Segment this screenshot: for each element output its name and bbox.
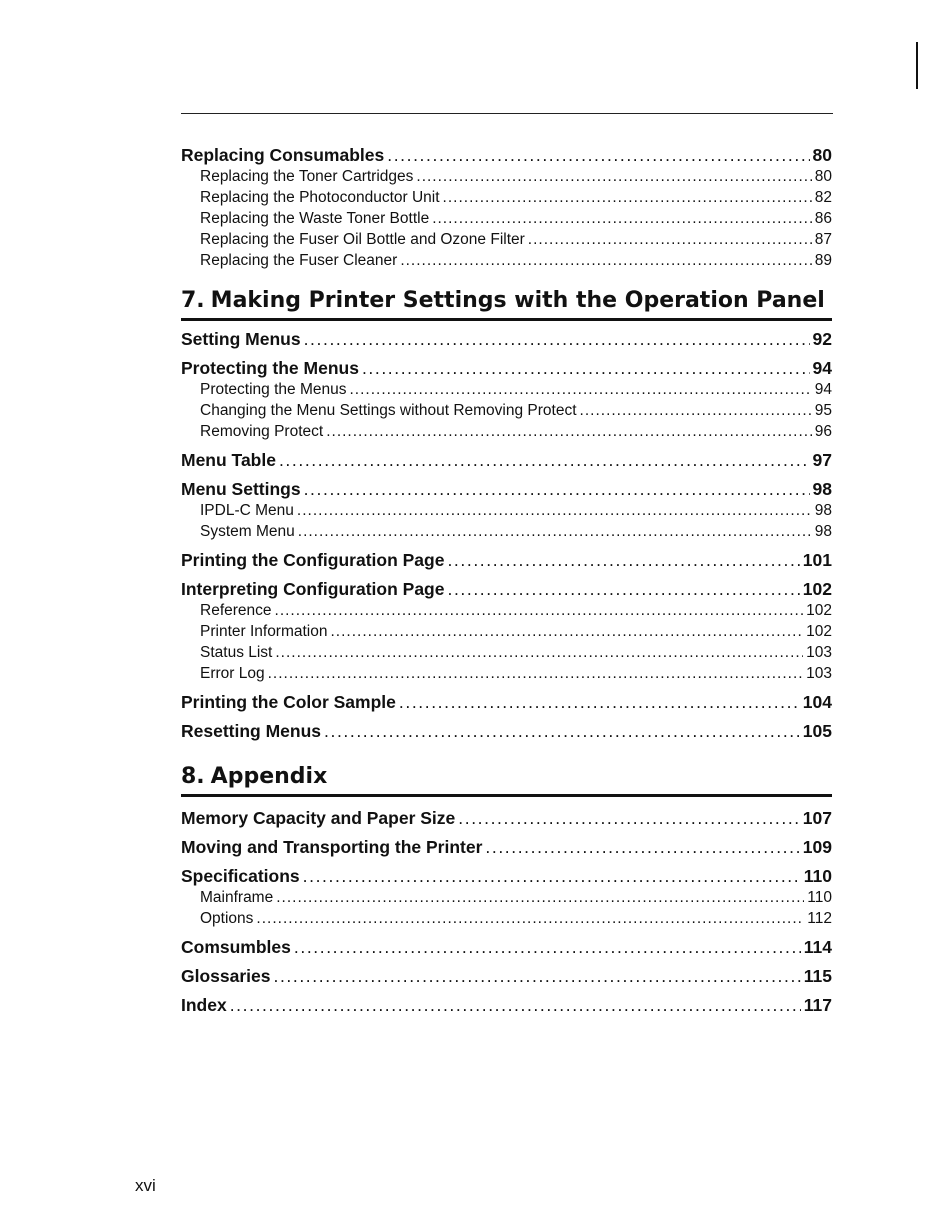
leader-dots [268, 663, 804, 684]
toc-subentry[interactable] [181, 908, 832, 929]
toc-entry[interactable] [181, 450, 832, 471]
toc-subentry[interactable] [181, 521, 832, 542]
toc-subentry[interactable] [181, 621, 832, 642]
toc-entry[interactable] [181, 145, 832, 166]
page-folio: xvi [135, 1176, 156, 1195]
leader-dots [416, 166, 811, 187]
toc-subentry[interactable] [181, 400, 832, 421]
toc-entry-page: 102 [806, 623, 832, 640]
toc-entry[interactable] [181, 937, 832, 958]
toc-entry[interactable] [181, 866, 832, 887]
toc-entry-title: Replacing the Fuser Oil Bottle and Ozone Filter [200, 231, 525, 248]
toc-entry-title: IPDL-C Menu [200, 502, 294, 519]
toc-subentry[interactable] [181, 379, 832, 400]
toc-entry[interactable] [181, 966, 832, 987]
toc-subentry[interactable] [181, 229, 832, 250]
toc-subentry[interactable] [181, 887, 832, 908]
leader-dots [230, 995, 801, 1016]
leader-dots [447, 579, 799, 600]
chapter-title: Making Printer Settings with the Operation Panel [210, 288, 825, 313]
toc-entry-title: Memory Capacity and Paper Size [181, 808, 456, 828]
leader-dots [275, 600, 804, 621]
toc-entry-page: 95 [814, 402, 832, 419]
leader-dots [304, 479, 810, 500]
toc-entry-title: Resetting Menus [181, 721, 322, 741]
leader-dots [528, 229, 812, 250]
leader-dots [324, 721, 800, 742]
toc-entry-title: Replacing Consumables [181, 145, 385, 165]
toc-entry-page: 104 [802, 692, 832, 712]
toc-entry-title: Specifications [181, 866, 300, 886]
toc-subentry[interactable] [181, 500, 832, 521]
toc-entry-title: Replacing the Toner Cartridges [200, 168, 414, 185]
toc-entry-title: Printer Information [200, 623, 328, 640]
leader-dots [387, 145, 809, 166]
toc-subentry[interactable] [181, 600, 832, 621]
top-rule [181, 113, 833, 114]
leader-dots [275, 642, 803, 663]
leader-dots [326, 421, 812, 442]
toc-entry[interactable] [181, 995, 832, 1016]
toc-entry-title: Glossaries [181, 966, 271, 986]
table-of-contents [181, 145, 832, 1016]
toc-entry-page: 94 [814, 381, 832, 398]
leader-dots [580, 400, 812, 421]
toc-entry-title: Replacing the Waste Toner Bottle [200, 210, 430, 227]
leader-dots [256, 908, 804, 929]
toc-entry[interactable] [181, 721, 832, 742]
toc-entry-title: Interpreting Configuration Page [181, 579, 445, 599]
toc-entry-title: Menu Settings [181, 479, 301, 499]
chapter-title: Appendix [210, 764, 328, 789]
toc-entry-page: 87 [814, 231, 832, 248]
toc-entry-title: Printing the Color Sample [181, 692, 396, 712]
toc-entry[interactable] [181, 808, 832, 829]
toc-entry-page: 112 [807, 910, 832, 927]
chapter-number: 8. [181, 764, 205, 789]
toc-entry-page: 98 [814, 502, 832, 519]
toc-subentry[interactable] [181, 208, 832, 229]
chapter-heading [181, 759, 832, 797]
toc-entry-page: 98 [814, 523, 832, 540]
leader-dots [279, 450, 810, 471]
leader-dots [274, 966, 801, 987]
leader-dots [304, 329, 810, 350]
toc-entry-title: Removing Protect [200, 423, 324, 440]
leader-dots [331, 621, 804, 642]
leader-dots [276, 887, 804, 908]
toc-entry-title: Status List [200, 644, 273, 661]
toc-subentry[interactable] [181, 421, 832, 442]
toc-entry-title: Moving and Transporting the Printer [181, 837, 483, 857]
leader-dots [298, 521, 812, 542]
toc-entry-page: 105 [802, 721, 832, 741]
toc-entry-page: 82 [814, 189, 832, 206]
toc-entry-title: Reference [200, 602, 272, 619]
toc-subentry[interactable] [181, 642, 832, 663]
toc-entry[interactable] [181, 837, 832, 858]
toc-entry-page: 117 [803, 995, 832, 1015]
toc-entry[interactable] [181, 329, 832, 350]
leader-dots [400, 250, 811, 271]
leader-dots [432, 208, 812, 229]
toc-entry-title: Replacing the Photoconductor Unit [200, 189, 440, 206]
toc-entry-page: 98 [812, 479, 832, 499]
toc-entry-page: 92 [812, 329, 832, 349]
toc-entry-page: 103 [806, 665, 832, 682]
toc-entry-page: 115 [803, 966, 832, 986]
toc-entry-title: Changing the Menu Settings without Removing Protect [200, 402, 577, 419]
toc-entry-title: Index [181, 995, 227, 1015]
leader-dots [458, 808, 800, 829]
leader-dots [362, 358, 810, 379]
toc-entry[interactable] [181, 479, 832, 500]
toc-subentry[interactable] [181, 663, 832, 684]
edge-mark [916, 42, 918, 89]
toc-entry-title: Mainframe [200, 889, 274, 906]
toc-entry-title: Error Log [200, 665, 265, 682]
toc-subentry[interactable] [181, 250, 832, 271]
toc-entry-page: 103 [806, 644, 832, 661]
toc-entry[interactable] [181, 692, 832, 713]
leader-dots [399, 692, 800, 713]
leader-dots [349, 379, 811, 400]
toc-entry-page: 107 [802, 808, 832, 828]
toc-entry-page: 97 [812, 450, 832, 470]
toc-subentry[interactable] [181, 166, 832, 187]
leader-dots [447, 550, 799, 571]
toc-entry-page: 102 [802, 579, 832, 599]
toc-entry-title: Replacing the Fuser Cleaner [200, 252, 398, 269]
toc-entry-title: Menu Table [181, 450, 276, 470]
toc-entry-page: 114 [803, 937, 832, 957]
toc-entry-title: System Menu [200, 523, 295, 540]
toc-entry-page: 89 [814, 252, 832, 269]
toc-entry-title: Setting Menus [181, 329, 301, 349]
toc-entry-title: Comsumbles [181, 937, 291, 957]
toc-entry-page: 101 [802, 550, 832, 570]
toc-entry-page: 110 [807, 889, 832, 906]
toc-entry-page: 80 [812, 145, 832, 165]
toc-entry-page: 86 [814, 210, 832, 227]
toc-entry-page: 96 [814, 423, 832, 440]
chapter-heading [181, 283, 832, 321]
toc-entry-page: 109 [802, 837, 832, 857]
leader-dots [303, 866, 801, 887]
toc-entry-page: 110 [803, 866, 832, 886]
toc-entry[interactable] [181, 358, 832, 379]
toc-entry[interactable] [181, 579, 832, 600]
leader-dots [294, 937, 801, 958]
chapter-number: 7. [181, 288, 205, 313]
leader-dots [443, 187, 812, 208]
leader-dots [485, 837, 799, 858]
toc-entry-title: Protecting the Menus [181, 358, 359, 378]
toc-entry[interactable] [181, 550, 832, 571]
toc-entry-title: Protecting the Menus [200, 381, 347, 398]
toc-entry-title: Options [200, 910, 254, 927]
toc-entry-page: 80 [814, 168, 832, 185]
toc-entry-title: Printing the Configuration Page [181, 550, 445, 570]
leader-dots [297, 500, 812, 521]
toc-subentry[interactable] [181, 187, 832, 208]
toc-entry-page: 102 [806, 602, 832, 619]
toc-entry-page: 94 [812, 358, 832, 378]
